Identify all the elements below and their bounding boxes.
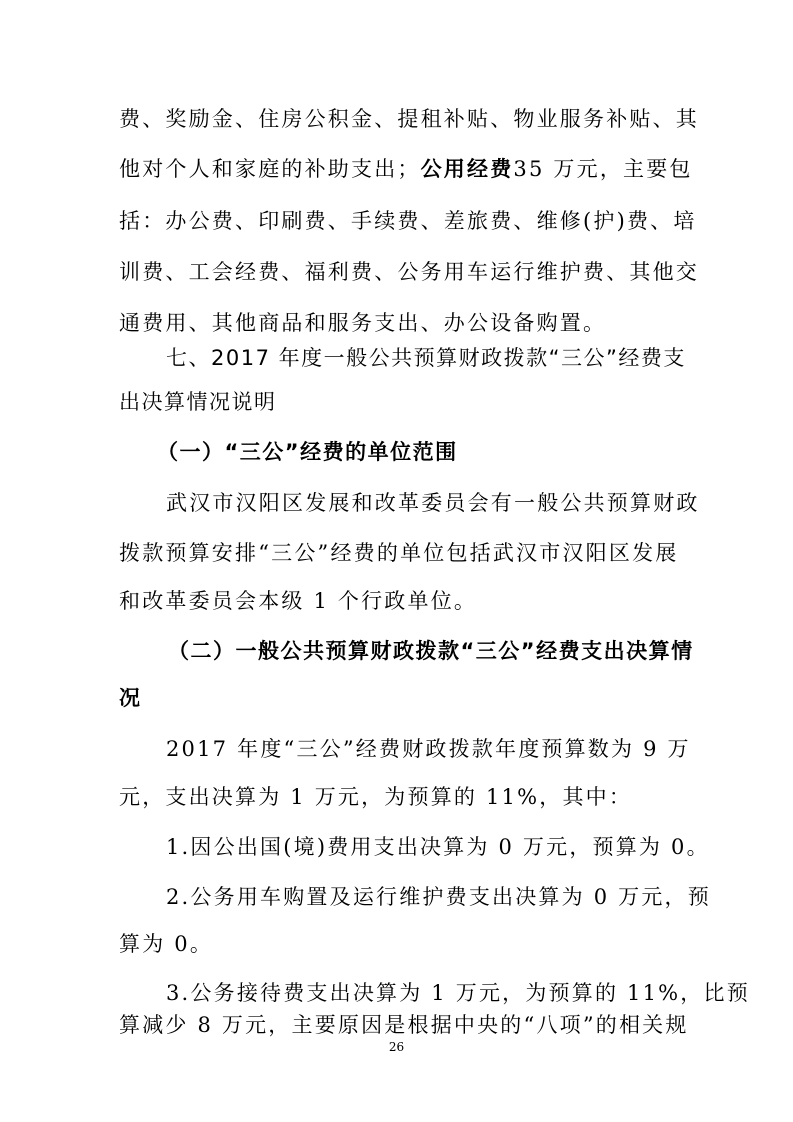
text-line: 元，支出决算为 1 万元，为预算的 11%，其中： bbox=[119, 785, 633, 809]
section-heading: 七、2017 年度一般公共预算财政拨款“三公”经费支 bbox=[166, 346, 686, 370]
public-expense-label: 公用经费 bbox=[420, 157, 514, 181]
list-item: 3.公务接待费支出决算为 1 万元，为预算的 11%，比预 bbox=[166, 981, 750, 1005]
text-line: 括：办公费、印刷费、手续费、差旅费、维修(护)费、培 bbox=[119, 209, 697, 233]
text-line: 和改革委员会本级 1 个行政单位。 bbox=[119, 589, 478, 613]
text-line: 2017 年度“三公”经费财政拨款年度预算数为 9 万 bbox=[166, 737, 691, 761]
sub-heading: （二）一般公共预算财政拨款“三公”经费支出决算情 bbox=[168, 639, 694, 663]
page-number: 26 bbox=[388, 1040, 405, 1054]
list-item: 算减少 8 万元，主要原因是根据中央的“八项”的相关规 bbox=[119, 1013, 689, 1037]
sub-heading: 况 bbox=[119, 686, 142, 710]
text-line: 通费用、其他商品和服务支出、办公设备购置。 bbox=[119, 311, 607, 335]
text-line: 费、奖励金、住房公积金、提租补贴、物业服务补贴、其 bbox=[119, 107, 699, 131]
list-item: 2.公务用车购置及运行维护费支出决算为 0 万元，预 bbox=[166, 885, 711, 909]
list-item: 1.因公出国(境)费用支出决算为 0 万元，预算为 0。 bbox=[166, 835, 710, 859]
text-line bbox=[119, 154, 693, 184]
text-line: 拨款预算安排“三公”经费的单位包括武汉市汉阳区发展 bbox=[119, 541, 679, 565]
text-span: 35 万元，主要包 bbox=[513, 157, 693, 181]
section-heading: 出决算情况说明 bbox=[119, 390, 277, 414]
text-line: 训费、工会经费、福利费、公务用车运行维护费、其他交 bbox=[119, 260, 699, 284]
list-item: 算为 0。 bbox=[119, 932, 214, 956]
text-line: 武汉市汉阳区发展和改革委员会有一般公共预算财政 bbox=[166, 491, 700, 515]
text-span: 他对个人和家庭的补助支出； bbox=[119, 157, 421, 181]
sub-heading: （一）“三公”经费的单位范围 bbox=[157, 440, 458, 464]
